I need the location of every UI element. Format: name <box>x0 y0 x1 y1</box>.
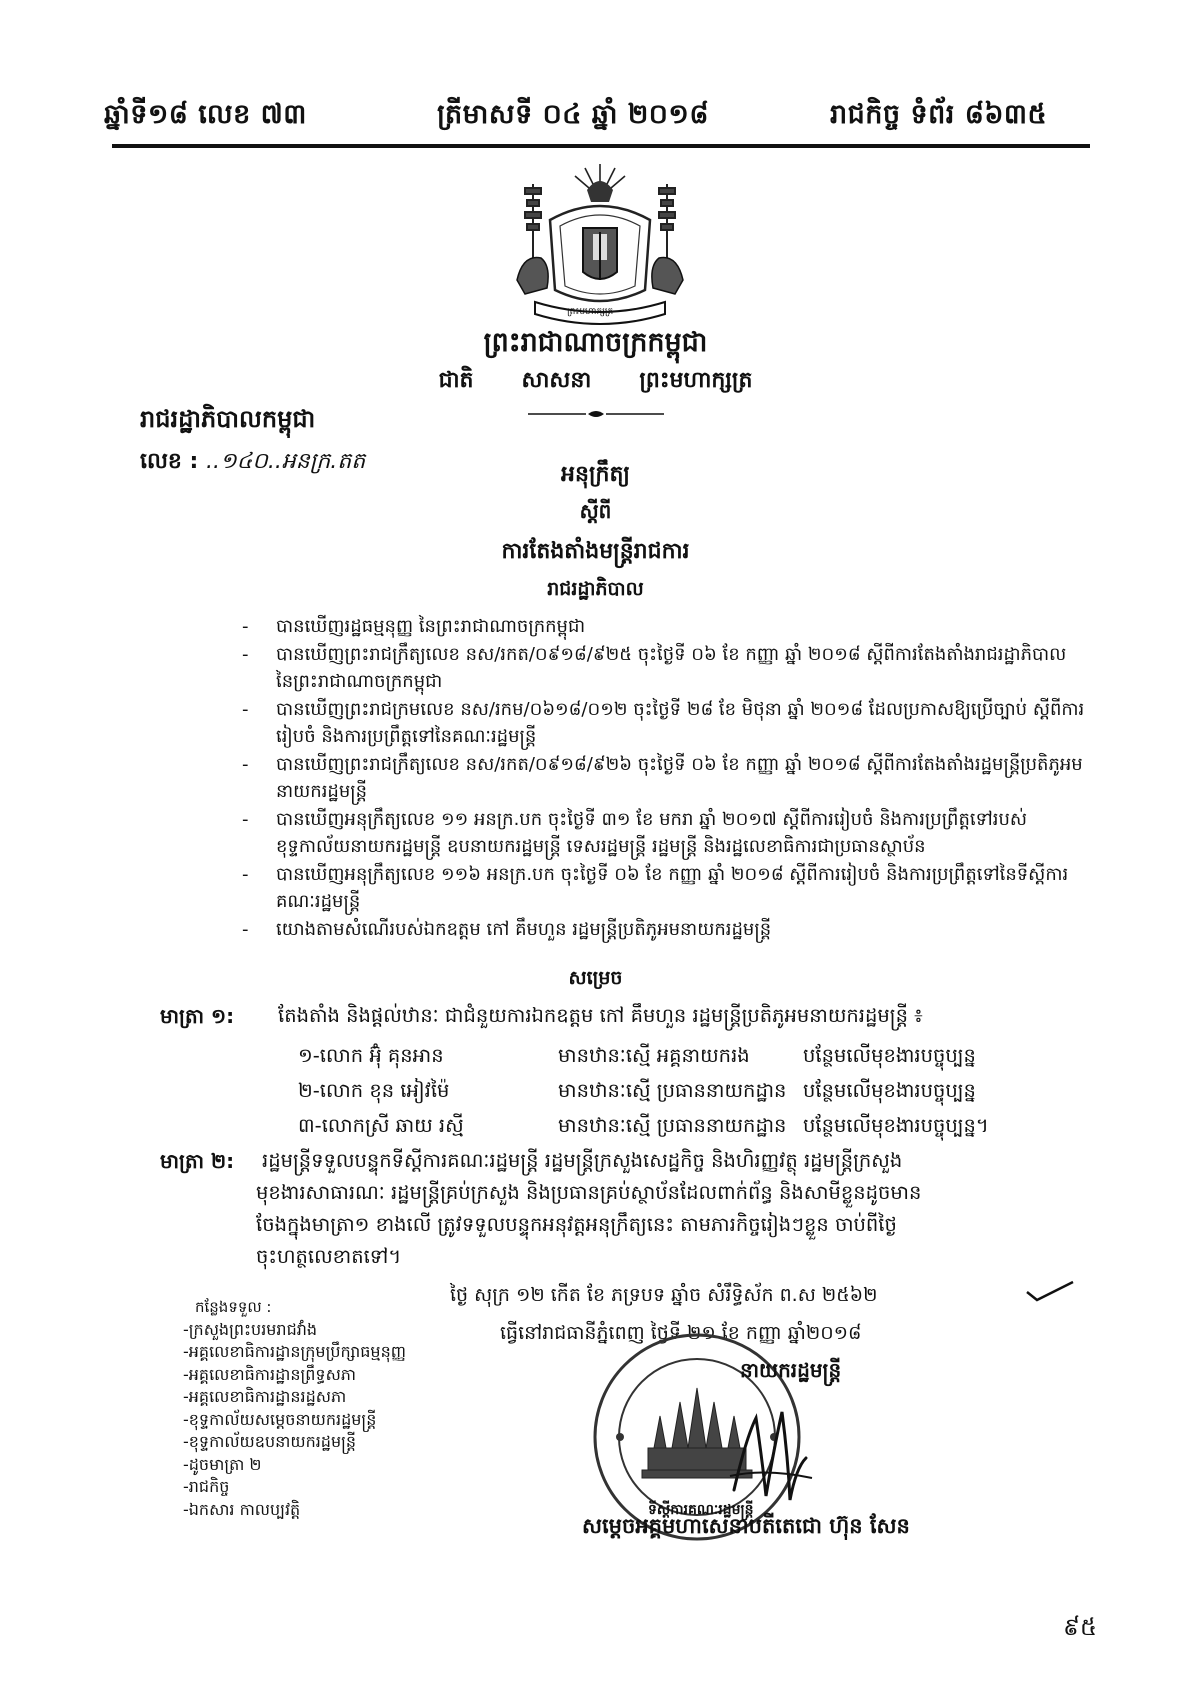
emblem-ribbon-text: ព្រះមហាក្សត្រ <box>567 307 614 317</box>
article-2-line: ចែងក្នុងមាត្រា១ ខាងលើ ត្រូវទទួលបន្ទុកអនុវត្តអនុក្រឹត្យនេះ តាមភារកិច្ចរៀងៗខ្លួន ចាប់ពីថ្ងៃ <box>256 1213 897 1236</box>
distribution-item: -ខុទ្ទកាល័យសម្តេចនាយករដ្ឋមន្ត្រី <box>183 1409 377 1429</box>
recital-item: - យោងតាមសំណើរបស់ឯកឧត្តម កៅ គឹមហួន រដ្ឋមន្ត្រីប្រតិភូអមនាយករដ្ឋមន្ត្រី <box>242 918 772 940</box>
title-on: ស្តីពី <box>579 499 612 523</box>
motto-ornament <box>528 404 664 423</box>
distribution-item: -អគ្គលេខាធិការដ្ឋានរដ្ឋសភា <box>183 1387 347 1406</box>
kingdom-name: ព្រះរាជាណាចក្រកម្ពុជា <box>483 327 708 358</box>
royal-coat-of-arms-icon <box>505 162 695 336</box>
appointee-name: ១-លោក អ៊ុំ គុនអាន <box>298 1044 444 1067</box>
signature-icon <box>726 1398 816 1512</box>
reference-label: លេខ : <box>140 449 199 474</box>
appointee-name: ៣-លោកស្រី ឆាយ រស្មី <box>298 1114 464 1137</box>
distribution-item: -ក្រសួងព្រះបរមរាជវាំង <box>183 1319 318 1339</box>
article-2-line: មុខងារសាធារណៈ រដ្ឋមន្ត្រីគ្រប់ក្រសួង និងប្រធានគ្រប់ស្ថាប័នដែលពាក់ព័ន្ធ និងសាមីខ្លួនដូចមាន <box>256 1181 922 1204</box>
document-type: អនុក្រឹត្យ <box>561 462 630 487</box>
article-1-text: តែងតាំង និងផ្តល់ឋានៈ ជាជំនួយការឯកឧត្តម កៅ គឹមហួន រដ្ឋមន្ត្រីប្រតិភូអមនាយករដ្ឋមន្ត្រី ៖ <box>278 1004 923 1027</box>
article-2-label: មាត្រា ២: <box>160 1149 235 1173</box>
seal-text: ទីស្តីការគណៈរដ្ឋមន្ត្រី <box>648 1502 754 1518</box>
lunar-date: ថ្ងៃ សុក្រ ១២ កើត ខែ ភទ្របទ ឆ្នាំច សំរឹទ្ធិស័ក ព.ស ២៥៦២ <box>450 1284 878 1306</box>
recital-item: - បានឃើញព្រះរាជក្រឹត្យលេខ នស/រកត/០៩១៨/៩២៦ ចុះថ្ងៃទី ០៦ ខែ កញ្ញា ឆ្នាំ ២០១៨ ស្តីពីការតែងតាំងរដ្ឋមន្ត្រីប្រតិភូអមនាយករដ្ឋមន្ត្រី <box>242 753 1083 802</box>
distribution-item: -អគ្គលេខាធិការដ្ឋានក្រុមប្រឹក្សាធម្មនុញ្ញ <box>183 1342 406 1361</box>
article-2-line: រដ្ឋមន្ត្រីទទួលបន្ទុកទីស្តីការគណៈរដ្ឋមន្ត្រី រដ្ឋមន្ត្រីក្រសួងសេដ្ឋកិច្ច និងហិរញ្ញវត្ថុ រដ្ឋមន្ត្រីក្រសួង <box>262 1149 903 1172</box>
recital-item: - បានឃើញព្រះរាជក្រមលេខ នស/រកម/០៦១៨/០១២ ចុះថ្ងៃទី ២៨ ខែ មិថុនា ឆ្នាំ ២០១៨ ដែលប្រកាសឱ្យប្រើច្បាប់ ស្តីពីការរៀបចំ និងការប្រព្រឹត្តទៅនៃគណៈរដ្ឋមន្ត្រី <box>242 698 1085 747</box>
recitals-list <box>238 613 1088 943</box>
decides-heading: សម្រេច <box>568 967 623 989</box>
motto-nation: ជាតិ <box>438 368 474 393</box>
authority: រាជរដ្ឋាភិបាល <box>547 578 644 600</box>
appointee-note: បន្ថែមលើមុខងារបច្ចុប្បន្ន <box>803 1044 976 1067</box>
page-mark: ៩៥ <box>1063 1613 1097 1641</box>
gazette-page: រាជកិច្ច ទំព័រ ៨៦៣៥ <box>830 99 1048 130</box>
appointee-note: បន្ថែមលើមុខងារបច្ចុប្បន្ន <box>803 1079 976 1102</box>
appointee-rank: មានឋានៈស្មើ ប្រធាននាយកដ្ឋាន <box>558 1114 787 1137</box>
appointee-row <box>298 1113 989 1142</box>
issuer-org: រាជរដ្ឋាភិបាលកម្ពុជា <box>140 405 316 433</box>
appointee-rank: មានឋានៈស្មើ ប្រធាននាយកដ្ឋាន <box>558 1079 787 1102</box>
distribution-title: កន្លែងទទួល : <box>195 1298 272 1316</box>
signatory-title: នាយករដ្ឋមន្ត្រី <box>740 1358 842 1382</box>
recital-item: - បានឃើញរដ្ឋធម្មនុញ្ញ នៃព្រះរាជាណាចក្រកម្ពុជា <box>242 616 586 637</box>
recital-item: - បានឃើញព្រះរាជក្រឹត្យលេខ នស/រកត/០៩១៨/៩២៥ ចុះថ្ងៃទី ០៦ ខែ កញ្ញា ឆ្នាំ ២០១៨ ស្តីពីការតែងតាំងរាជរដ្ឋាភិបាល នៃព្រះរាជាណាចក្រកម្ពុជា <box>242 643 1067 692</box>
header-divider <box>112 144 1090 148</box>
motto-king: ព្រះមហាក្សត្រ <box>639 368 753 393</box>
gazette-date: ត្រីមាសទី ០៤ ឆ្នាំ ២០១៨ <box>437 99 709 130</box>
document-subject: ការតែងតាំងមន្ត្រីរាជការ <box>501 539 690 564</box>
recital-item: - បានឃើញអនុក្រឹត្យលេខ ១១ អនក្រ.បក ចុះថ្ងៃទី ៣១ ខែ មករា ឆ្នាំ ២០១៧ ស្តីពីការរៀបចំ និងការប្រព្រឹត្តទៅរបស់ខុទ្ទកាល័យនាយករដ្ឋមន្ត្រី ឧបនាយករដ្ឋមន្ត្រី ទេសរដ្ឋមន្ត្រី រដ្ឋមន្ត្រី និងរដ្ឋលេខាធិការជាប្រធានស្ថាប័ន <box>242 808 1028 857</box>
distribution-list <box>183 1296 406 1521</box>
gazette-year-issue: ឆ្នាំទី១៨ លេខ ៧៣ <box>104 99 307 130</box>
appointee-row <box>298 1043 976 1072</box>
appointee-name: ២-លោក ខុន អៀវម៉ៃ <box>298 1079 450 1102</box>
recital-item: - បានឃើញអនុក្រឹត្យលេខ ១១៦ អនក្រ.បក ចុះថ្ងៃទី ០៦ ខែ កញ្ញា ឆ្នាំ ២០១៨ ស្តីពីការរៀបចំ និងការប្រព្រឹត្តទៅនៃទីស្តីការគណៈរដ្ឋមន្ត្រី <box>242 863 1069 912</box>
appointee-note: បន្ថែមលើមុខងារបច្ចុប្បន្ន។ <box>803 1114 989 1137</box>
distribution-item: -ខុទ្ទកាល័យឧបនាយករដ្ឋមន្ត្រី <box>183 1432 357 1451</box>
distribution-item: -ដូចមាត្រា ២ <box>183 1454 262 1474</box>
signatory-name: សម្តេចអគ្គមហាសេនាបតីតេជោ ហ៊ុន សែន <box>582 1514 910 1538</box>
distribution-item: -រាជកិច្ច <box>183 1477 230 1496</box>
distribution-item: -អគ្គលេខាធិការដ្ឋានព្រឹទ្ធសភា <box>183 1364 357 1384</box>
motto-religion: សាសនា <box>521 368 592 393</box>
article-2-line: ចុះហត្ថលេខាតទៅ។ <box>256 1245 402 1268</box>
article-1-label: មាត្រា ១: <box>160 1004 235 1028</box>
distribution-item: -ឯកសារ កាលប្បវត្តិ <box>183 1499 301 1519</box>
appointee-row <box>298 1078 976 1107</box>
reference-value: ..១៤០..អនក្រ.តត <box>206 449 366 474</box>
tick-mark-icon <box>1025 1280 1075 1306</box>
national-motto <box>0 366 1191 398</box>
article-2-text <box>256 1145 1077 1273</box>
appointee-rank: មានឋានៈស្មើ អគ្គនាយករង <box>558 1044 750 1067</box>
solar-date: ធ្វើនៅរាជធានីភ្នំពេញ ថ្ងៃទី ២១ ខែ កញ្ញា ឆ្នាំ២០១៨ <box>500 1322 862 1344</box>
